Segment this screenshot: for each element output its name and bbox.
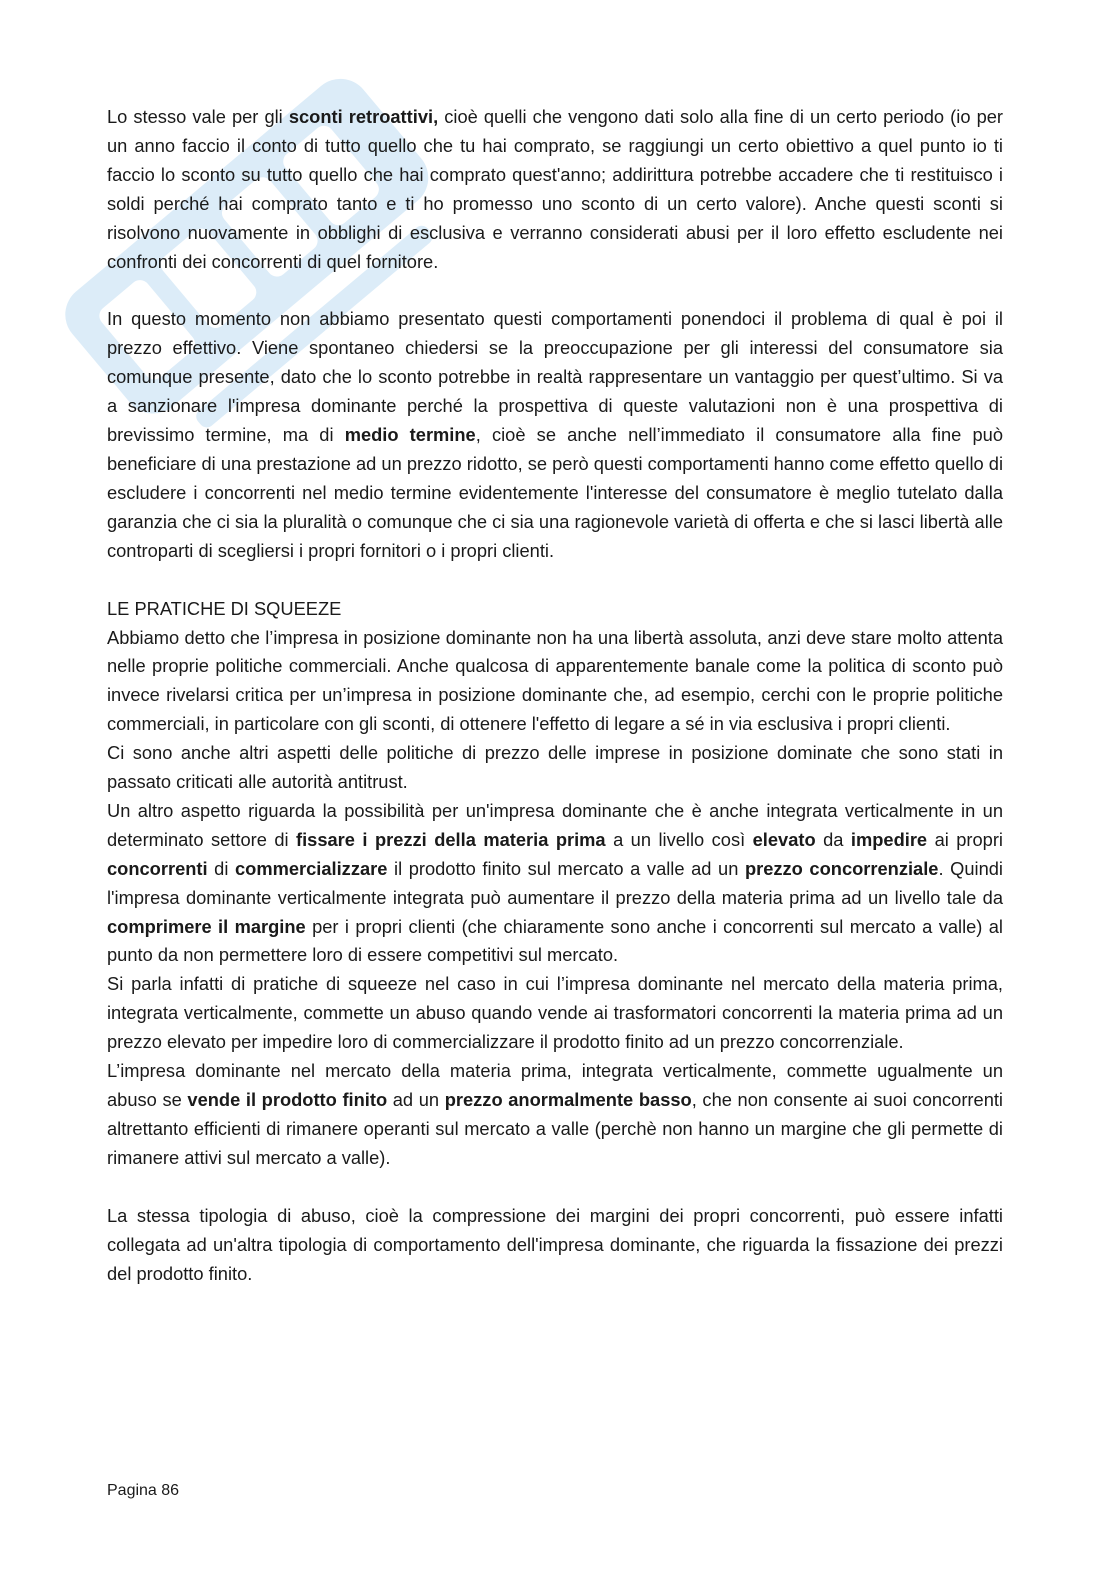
- bold-term: concorrenti: [107, 857, 208, 879]
- section-heading: LE PRATICHE DI SQUEEZE: [107, 597, 342, 619]
- bold-term: sconti retroattivi,: [288, 106, 439, 127]
- paragraph-dominant-freedom: Abbiamo detto che l’impresa in posizione dominante non ha una libertà assoluta, anzi deve stare molto attenta nelle proprie politiche commerciali. Anche qualcosa di apparentemente banale come la politica di sconto può invece rivelarsi critica per un’impresa in posizione dominante che, ad esempio, cerchi con le proprie politiche commerciali, in particolare con gli sconti, di ottenere l'effetto di legare a sé in via esclusiva i propri clienti.: [107, 626, 1003, 735]
- bold-term: medio termine: [344, 424, 476, 446]
- bold-term: comprimere il margine: [107, 915, 306, 937]
- paragraph-retroactive-discounts: Lo stesso vale per gli sconti retroattivi, cioè quelli che vengono dati solo alla fine di un certo periodo (io per un anno faccio il conto di tutto quello che tu hai comprato, se raggiungi un certo obiettivo a quel punto io ti faccio lo sconto su tutto quello che hai comprato quest'anno; addirittura potrebbe accadere che ti restituisco i soldi perché hai comprato tanto e ti ho promesso uno sconto di un certo valore). Anche questi sconti si risolvono nuovamente in obblighi di esclusiva e verranno considerati abusi per il loro effetto escludente nei confronti dei concorrenti di quel fornitore.: [107, 106, 1003, 272]
- paragraph-raw-material-prices: Un altro aspetto riguarda la possibilità per un'impresa dominante che è anche integrata verticalmente in un determinato settore di fissare i prezzi della materia prima a un livello così elevato da impedire ai propri concorrenti di commercializzare il prodotto finito sul mercato a valle ad un prezzo concorrenziale. Quindi l'impresa dominante verticalmente integrata può aumentare il prezzo della materia prima ad un livello tale da comprimere il margine per i propri clienti (che chiaramente sono anche i concorrenti sul mercato a valle) al punto da non permettere loro di essere competitivi sul mercato.: [107, 799, 1003, 966]
- bold-term: elevato: [752, 828, 816, 850]
- bold-term: commercializzare: [234, 857, 388, 879]
- document-body: [107, 103, 1003, 1288]
- page-number: Pagina 86: [107, 1482, 180, 1499]
- bold-term: vende il prodotto finito: [187, 1089, 388, 1110]
- paragraph-pricing-policies: Ci sono anche altri aspetti delle politiche di prezzo delle imprese in posizione dominate che sono stati in passato criticati alle autorità antitrust.: [107, 742, 1003, 793]
- paragraph-low-price-abuse: L’impresa dominante nel mercato della materia prima, integrata verticalmente, commette ugualmente un abuso se vende il prodotto finito ad un prezzo anormalmente basso, che non consente ai suoi concorrenti altrettanto efficienti di rimanere operanti sul mercato a valle (perchè non hanno un margine che gli permette di rimanere attivi sul mercato a valle).: [107, 1060, 1003, 1168]
- paragraph-effective-price: In questo momento non abbiamo presentato questi comportamenti ponendoci il problema di qual è poi il prezzo effettivo. Viene spontaneo chiedersi se la preoccupazione per gli interessi del consumatore sia comunque presente, dato che lo sconto potrebbe in realtà rappresentare un vantaggio per quest’ultimo. Si va a sanzionare l'impresa dominante perché la prospettiva di queste valutazioni non è una prospettiva di brevissimo termine, ma di medio termine, cioè se anche nell’immediato il consumatore alla fine può beneficiare di una prestazione ad un prezzo ridotto, se però questi comportamenti hanno come effetto quello di escludere i concorrenti nel medio termine evidentemente l'interesse del consumatore è meglio tutelato dalla garanzia che ci sia la pluralità o comunque che ci sia una ragionevole varietà di offerta e che si lasci libertà alle controparti di scegliersi i propri fornitori o i propri clienti.: [107, 308, 1004, 561]
- paragraph-squeeze-definition: Si parla infatti di pratiche di squeeze nel caso in cui l’impresa dominante nel mercato della materia prima, integrata verticalmente, commette un abuso quando vende ai trasformatori concorrenti la materia prima ad un prezzo elevato per impedire loro di commercializzare il prodotto finito ad un prezzo concorrenziale.: [107, 973, 1003, 1053]
- bold-term: fissare i prezzi della materia prima: [296, 828, 606, 850]
- paragraph-margin-compression: La stessa tipologia di abuso, cioè la compressione dei margini dei propri concorrenti, può essere infatti collegata ad un'altra tipologia di comportamento dell'impresa dominante, che riguarda la fissazione dei prezzi del prodotto finito.: [107, 1204, 1003, 1284]
- bold-term: impedire: [850, 828, 928, 850]
- bold-term: prezzo concorrenziale: [744, 857, 939, 879]
- bold-term: prezzo anormalmente basso: [444, 1089, 692, 1110]
